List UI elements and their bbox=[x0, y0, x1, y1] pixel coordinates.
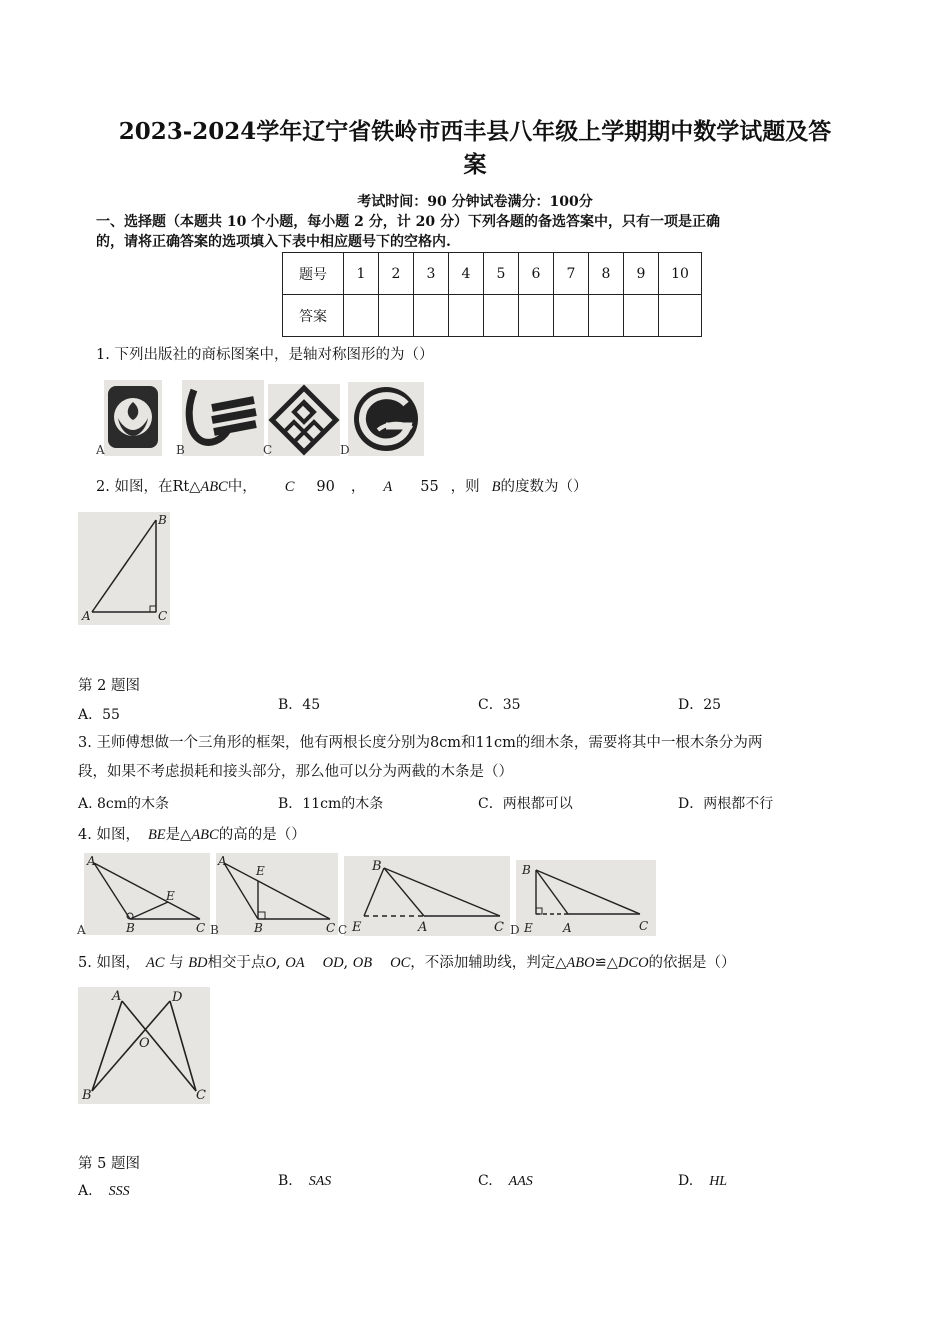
answer-cell[interactable] bbox=[414, 295, 449, 337]
logo-b-icon bbox=[182, 380, 264, 456]
math-var: OC bbox=[390, 955, 411, 971]
vertex-label-e: E bbox=[352, 920, 362, 935]
q2-text-part: 2. 如图，在Rt△ bbox=[96, 479, 201, 495]
vertex-label-b: B bbox=[126, 921, 135, 935]
q5-text-part: , bbox=[276, 955, 286, 971]
vertex-label-c: C bbox=[196, 921, 206, 935]
q2-text-part: ，则 bbox=[450, 479, 480, 495]
option-value: SSS bbox=[108, 1184, 130, 1199]
option-value: SAS bbox=[308, 1174, 332, 1189]
vertex-label-e: E bbox=[166, 889, 175, 903]
option-a[interactable]: A．55 bbox=[78, 707, 120, 723]
table-row bbox=[283, 295, 702, 337]
q4-figure-c bbox=[344, 856, 510, 936]
answer-cell[interactable] bbox=[379, 295, 414, 337]
vertex-label-a: A bbox=[112, 989, 122, 1004]
table-cell: 8 bbox=[589, 253, 624, 295]
option-b[interactable]: B．45 bbox=[278, 697, 321, 713]
option-label: D bbox=[340, 443, 350, 457]
vertex-label-e: E bbox=[256, 864, 265, 878]
q2-figure bbox=[78, 512, 170, 625]
answer-cell[interactable] bbox=[659, 295, 702, 337]
option-d[interactable]: D．两根都不行 bbox=[678, 796, 774, 812]
table-row bbox=[283, 253, 702, 295]
q2-text-part: 中， bbox=[227, 479, 257, 495]
vertex-label-c: C bbox=[494, 920, 504, 935]
option-label: B bbox=[210, 923, 219, 937]
vertex-label-b: B bbox=[522, 863, 531, 877]
math-var: ABC bbox=[191, 827, 219, 843]
table-cell: 1 bbox=[344, 253, 379, 295]
math-var: B bbox=[491, 479, 501, 495]
figure-caption: 第 2 题图 bbox=[78, 678, 140, 694]
table-cell: 2 bbox=[379, 253, 414, 295]
page-title: 2023-2024学年辽宁省铁岭市西丰县八年级上学期期中数学试题及答 bbox=[118, 118, 832, 145]
math-value: 90 bbox=[316, 479, 335, 495]
page-title-continued: 案 bbox=[463, 151, 487, 178]
figure-caption: 第 5 题图 bbox=[78, 1156, 140, 1172]
exam-info: 考试时间：90 分钟试卷满分：100分 bbox=[357, 194, 593, 210]
vertex-label-c: C bbox=[639, 919, 649, 933]
answer-cell[interactable] bbox=[589, 295, 624, 337]
q5-text-part: , bbox=[343, 955, 353, 971]
vertex-label-b: B bbox=[372, 859, 382, 874]
math-var: OB bbox=[352, 955, 373, 971]
vertex-label-c: C bbox=[326, 921, 336, 935]
answer-cell[interactable] bbox=[449, 295, 484, 337]
q5-text-part: 与 bbox=[164, 955, 189, 971]
answer-cell[interactable] bbox=[624, 295, 659, 337]
option-label: D bbox=[510, 923, 520, 937]
q5-text-part: 的依据是（） bbox=[648, 955, 736, 971]
vertex-label-o: O bbox=[139, 1036, 150, 1051]
math-var: BE bbox=[147, 827, 166, 843]
option-c[interactable] bbox=[478, 1173, 533, 1190]
table-header-answer: 答案 bbox=[283, 295, 344, 337]
q4-text-part: 的高的是（） bbox=[218, 827, 306, 843]
table-cell: 4 bbox=[449, 253, 484, 295]
option-b[interactable]: B．11cm的木条 bbox=[278, 796, 384, 812]
option-value: AAS bbox=[508, 1174, 533, 1189]
question-5-text bbox=[78, 953, 736, 973]
question-2-text bbox=[96, 477, 588, 497]
option-b[interactable] bbox=[278, 1173, 331, 1190]
table-cell: 7 bbox=[554, 253, 589, 295]
table-cell: 5 bbox=[484, 253, 519, 295]
option-letter: A. bbox=[78, 1183, 93, 1199]
option-label: A bbox=[96, 443, 105, 457]
vertex-label-e: E bbox=[524, 921, 533, 935]
math-var: AC bbox=[145, 955, 165, 971]
option-d[interactable]: D．25 bbox=[678, 697, 722, 713]
math-var: C bbox=[284, 479, 295, 495]
table-cell: 3 bbox=[414, 253, 449, 295]
q5-text-part: 相交于点 bbox=[207, 955, 266, 971]
option-letter: C. bbox=[478, 1173, 493, 1189]
logo-d-icon bbox=[348, 382, 424, 456]
math-var: OD bbox=[322, 955, 344, 971]
vertex-label-c: C bbox=[158, 609, 168, 623]
vertex-label-b: B bbox=[158, 513, 167, 527]
math-var: OA bbox=[285, 955, 305, 971]
q2-text-part: 的度数为（） bbox=[500, 479, 588, 495]
logo-a-icon bbox=[104, 380, 162, 456]
vertex-label-a: A bbox=[218, 854, 227, 868]
option-letter: D. bbox=[678, 1173, 694, 1189]
vertex-label-a: A bbox=[563, 921, 572, 935]
answer-cell[interactable] bbox=[484, 295, 519, 337]
q5-text-part: 5. 如图， bbox=[78, 955, 140, 971]
vertex-label-a: A bbox=[418, 920, 428, 935]
table-cell: 9 bbox=[624, 253, 659, 295]
vertex-label-a: A bbox=[87, 854, 96, 868]
math-var: ABO bbox=[566, 955, 595, 971]
q4-text-part: 是△ bbox=[165, 827, 192, 843]
answer-table bbox=[282, 252, 702, 337]
option-letter: B. bbox=[278, 1173, 293, 1189]
vertex-label-b: B bbox=[82, 1088, 92, 1103]
option-label: C bbox=[338, 923, 348, 937]
q4-figure-a bbox=[84, 853, 210, 935]
vertex-label-d: D bbox=[172, 990, 183, 1005]
option-label: B bbox=[176, 443, 185, 457]
option-label: A bbox=[77, 923, 86, 937]
question-3-line-2: 段，如果不考虑损耗和接头部分，那么他可以分为两截的木条是（） bbox=[78, 764, 513, 780]
math-var: BD bbox=[188, 955, 208, 971]
q4-text-part: 4. 如图， bbox=[78, 827, 140, 843]
q5-text-part: ，不添加辅助线，判定△ bbox=[410, 955, 567, 971]
q4-figure-d bbox=[516, 860, 656, 936]
answer-cell[interactable] bbox=[344, 295, 379, 337]
q2-text-part: ， bbox=[350, 479, 366, 495]
q5-text-part: ≌△ bbox=[594, 955, 618, 971]
table-cell: 10 bbox=[659, 253, 702, 295]
math-var: A bbox=[383, 479, 393, 495]
option-a[interactable] bbox=[78, 1183, 130, 1200]
logo-c-icon bbox=[268, 384, 340, 456]
vertex-label-c: C bbox=[196, 1088, 206, 1103]
table-header-question: 题号 bbox=[283, 253, 344, 295]
q4-figure-b bbox=[216, 853, 338, 935]
option-d[interactable] bbox=[678, 1173, 727, 1190]
option-a[interactable]: A. 8cm的木条 bbox=[78, 796, 170, 812]
question-4-text bbox=[78, 825, 306, 845]
answer-cell[interactable] bbox=[554, 295, 589, 337]
question-1-text: 1. 下列出版社的商标图案中，是轴对称图形的为（） bbox=[96, 347, 434, 363]
instructions-line-1: 一、选择题（本题共 10 个小题，每小题 2 分，计 20 分）下列各题的备选答案中，只有一项是正确 bbox=[96, 214, 720, 230]
answer-cell[interactable] bbox=[519, 295, 554, 337]
q5-figure bbox=[78, 987, 210, 1104]
math-var: O bbox=[265, 955, 277, 971]
option-value: HL bbox=[709, 1174, 728, 1189]
vertex-label-b: B bbox=[254, 921, 263, 935]
math-value: 55 bbox=[420, 479, 439, 495]
table-cell: 6 bbox=[519, 253, 554, 295]
question-3-line-1: 3. 王师傅想做一个三角形的框架，他有两根长度分别为8cm和11cm的细木条，需要将其中一根木条分为两 bbox=[78, 735, 763, 751]
option-c[interactable]: C．35 bbox=[478, 697, 521, 713]
option-c[interactable]: C．两根都可以 bbox=[478, 796, 573, 812]
section-instructions bbox=[96, 212, 856, 252]
math-var: DCO bbox=[617, 955, 649, 971]
vertex-label-a: A bbox=[82, 609, 91, 623]
math-var: ABC bbox=[200, 479, 228, 495]
option-label: C bbox=[263, 443, 273, 457]
instructions-line-2: 的，请将正确答案的选项填入下表中相应题号下的空格内. bbox=[96, 234, 451, 250]
